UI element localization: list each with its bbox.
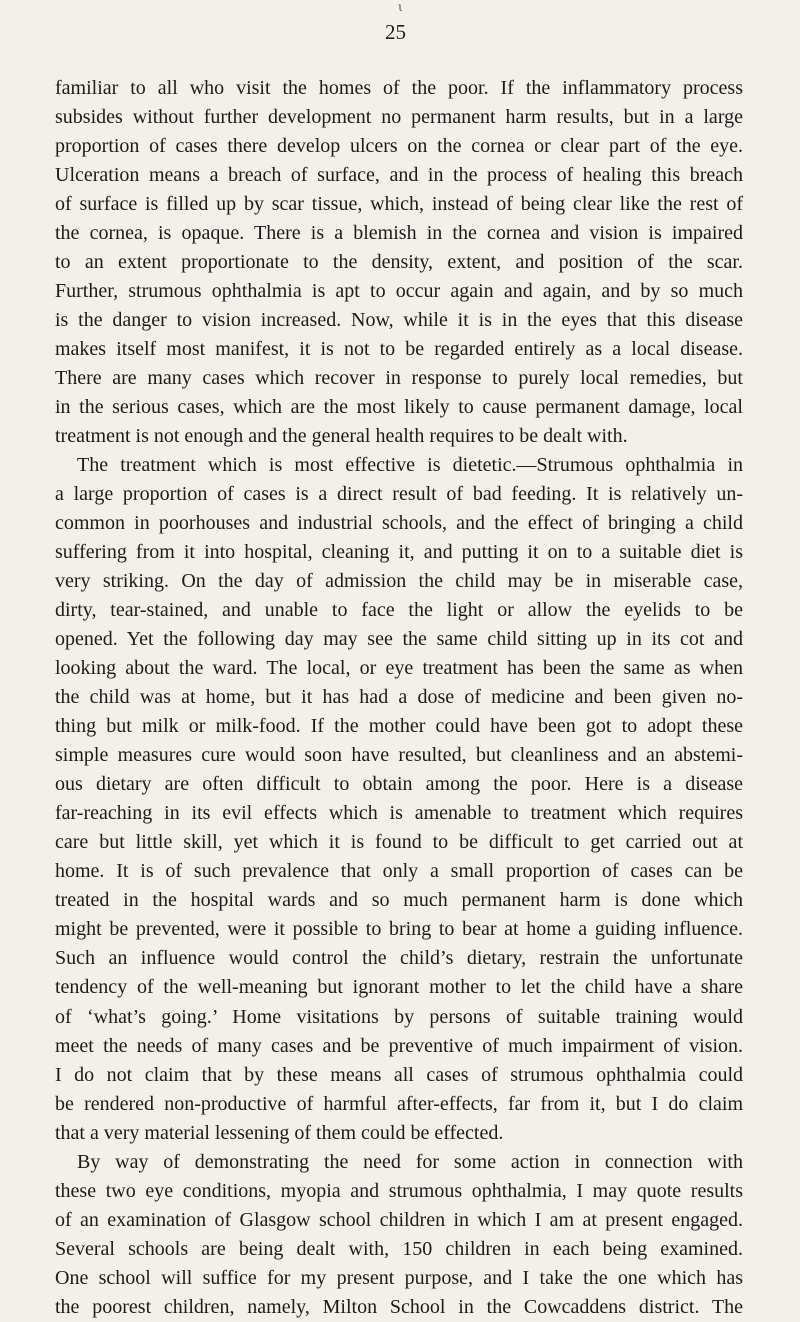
text-line: these two eye conditions, myopia and strumous ophthalmia, I may quote results [55,1179,743,1202]
text-line: simple measures cure would soon have resulted, but cleanliness and an abstemi- [55,744,743,767]
text-line: be rendered non-productive of harmful after-effects, far from it, but I do claim [55,1092,743,1115]
text-line: care but little skill, yet which it is found to be difficult to get carried out at [55,831,743,854]
text-line: looking about the ward. The local, or eye treatment has been the same as when [55,657,743,680]
text-line: By way of demonstrating the need for some action in connection with [77,1150,743,1173]
text-line: of ‘what’s going.’ Home visitations by persons of suitable training would [55,1005,743,1028]
text-line: far-reaching in its evil effects which is amenable to treatment which requires [55,802,743,825]
text-line: One school will suffice for my present purpose, and I take the one which has [55,1266,743,1289]
text-line: to an extent proportionate to the density, extent, and position of the scar. [55,251,743,274]
text-line: a large proportion of cases is a direct result of bad feeding. It is relatively un- [55,483,743,506]
printer-mark: ι [398,0,403,14]
text-line: the cornea, is opaque. There is a blemish in the cornea and vision is impaired [55,222,743,245]
text-line: The treatment which is most effective is dietetic.—Strumous ophthalmia in [77,454,743,477]
text-line: Such an influence would control the child’s dietary, restrain the unfortunate [55,947,743,970]
text-line: Several schools are being dealt with, 150 children in each being examined. [55,1237,743,1260]
text-line: of an examination of Glasgow school children in which I am at present engaged. [55,1208,743,1231]
text-line: home. It is of such prevalence that only a small proportion of cases can be [55,860,743,883]
text-line: There are many cases which recover in response to purely local remedies, but [55,367,743,390]
text-line: ous dietary are often difficult to obtain among the poor. Here is a disease [55,773,743,796]
text-line: might be prevented, were it possible to bring to bear at home a guiding influence. [55,918,743,941]
text-line: Ulceration means a breach of surface, and in the process of healing this breach [55,164,743,187]
text-line: opened. Yet the following day may see the same child sitting up in its cot and [55,628,743,651]
text-line: proportion of cases there develop ulcers on the cornea or clear part of the eye. [55,135,743,158]
text-line: common in poorhouses and industrial schools, and the effect of bringing a child [55,512,743,535]
text-line: I do not claim that by these means all cases of strumous ophthalmia could [55,1063,743,1086]
text-line: very striking. On the day of admission the child may be in miserable case, [55,570,743,593]
text-line: the child was at home, but it has had a dose of medicine and been given no- [55,686,743,709]
text-line: thing but milk or milk-food. If the mother could have been got to adopt these [55,715,743,738]
text-line: is the danger to vision increased. Now, while it is in the eyes that this disease [55,309,743,332]
text-line: that a very material lessening of them could be effected. [55,1121,504,1144]
text-line: Further, strumous ophthalmia is apt to occur again and again, and by so much [55,280,743,303]
text-line: suffering from it into hospital, cleaning it, and putting it on to a suitable diet is [55,541,743,564]
text-line: the poorest children, namely, Milton School in the Cowcaddens district. The [55,1295,743,1318]
text-line: makes itself most manifest, it is not to be regarded entirely as a local disease. [55,338,743,361]
text-line: meet the needs of many cases and be preventive of much impairment of vision. [55,1034,743,1057]
text-line: tendency of the well-meaning but ignorant mother to let the child have a share [55,976,743,999]
text-line: of surface is filled up by scar tissue, which, instead of being clear like the rest of [55,193,743,216]
text-line: treatment is not enough and the general health requires to be dealt with. [55,425,628,448]
text-line: treated in the hospital wards and so much permanent harm is done which [55,889,743,912]
text-line: dirty, tear-stained, and unable to face the light or allow the eyelids to be [55,599,743,622]
page-number: 25 [385,20,406,44]
text-line: in the serious cases, which are the most likely to cause permanent damage, local [55,396,743,419]
text-line: familiar to all who visit the homes of the poor. If the inflammatory process [55,77,743,99]
body-text [55,74,743,1322]
text-line: subsides without further development no permanent harm results, but in a large [55,106,743,129]
